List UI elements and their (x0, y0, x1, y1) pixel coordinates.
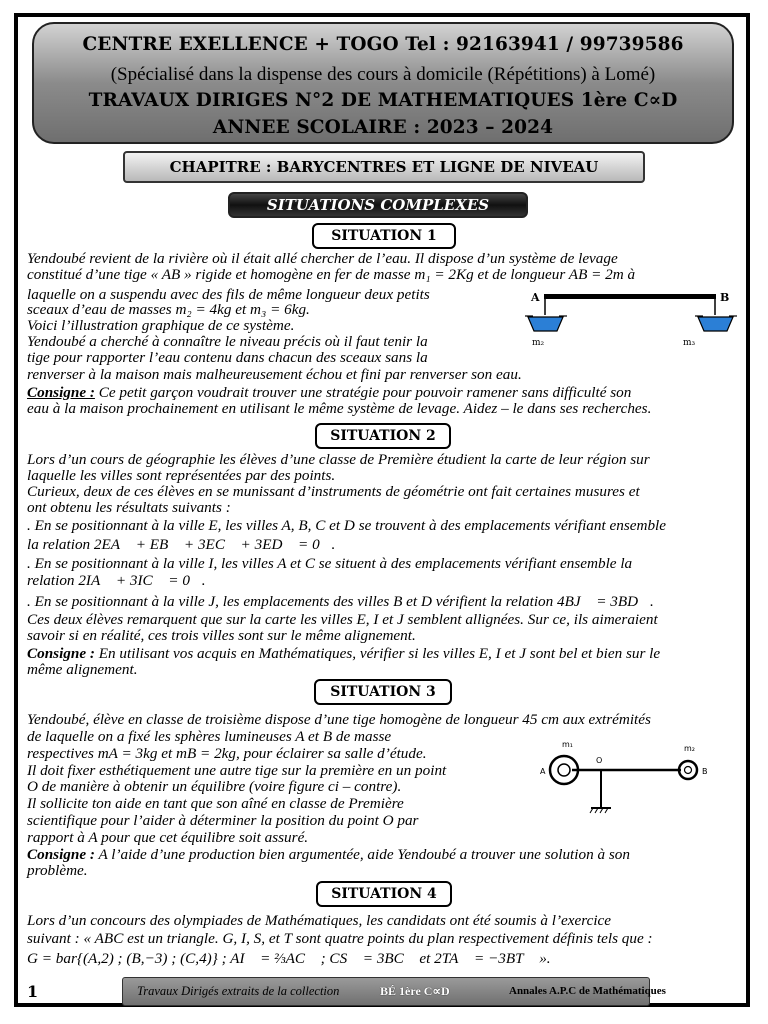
situation-1-line: tige pour rapporter l’eau contenu dans chacun des sceaux sans la (27, 349, 428, 366)
figure-label-m1: m₁ (562, 740, 573, 749)
situation-2-line: . En se positionnant à la ville E, les villes A, B, C et D se trouvent à des emplacements vérifiant ensemble (27, 517, 667, 534)
situation-3-line: rapport à A pour que cet équilibre soit assuré. (27, 829, 309, 846)
footer-annales: Annales A.P.C de Mathématiques (509, 985, 666, 997)
situation-1-line: laquelle on a suspendu avec des fils de même longueur deux petits (27, 286, 430, 303)
situation-3-consigne-cont: problème. (27, 862, 88, 879)
figure-label-a: A (531, 291, 540, 304)
situation-3-consigne (27, 847, 630, 863)
situation-3-line: Il sollicite ton aide en tant que son aîné en classe de Première (27, 795, 404, 812)
footer-banner (122, 977, 666, 1006)
situation-4-title: SITUATION 4 (316, 881, 452, 907)
situation-2-line: . En se positionnant à la ville I, les villes A et C se situent à des emplacements vérifiant ensemble la (27, 555, 633, 572)
situation-4-line: Lors d’un concours des olympiades de Mathématiques, les candidats ont été soumis à l’exercice (27, 912, 612, 929)
header-line-1: CENTRE EXELLENCE + TOGO Tel : 92163941 / 99739586 (82, 34, 684, 55)
situation-2-consigne (27, 646, 660, 662)
left-bucket (528, 317, 563, 331)
consigne-text: En utilisant vos acquis en Mathématiques, vérifier si les villes E, I et J sont bel et bien sur le (94, 645, 661, 662)
situation-1-consigne (27, 385, 631, 401)
situation-2-title: SITUATION 2 (315, 423, 451, 449)
header-box (32, 22, 734, 144)
situation-3-title: SITUATION 3 (314, 679, 452, 705)
chapter-title: CHAPITRE : BARYCENTRES ET LIGNE DE NIVEAU (123, 151, 645, 183)
footer-logo-text: BÉ 1ère C∝D (380, 984, 450, 998)
page-number: 1 (27, 982, 39, 1001)
situations-complexes-label: SITUATIONS COMPLEXES (228, 192, 528, 218)
situation-3-line: Yendoubé, élève en classe de troisième dispose d’une tige homogène de longueur 45 cm aux extrémités (27, 711, 651, 728)
situation-1-line: constitué d’une tige « AB » rigide et homogène en fer de masse m₁ = 2Kg et de longueur AB = 2m à (27, 266, 636, 283)
header-line-2: (Spécialisé dans la dispense des cours à domicile (Répétitions) à Lomé) (110, 64, 656, 85)
consigne-label: Consigne : (27, 846, 95, 863)
spheres-figure (535, 738, 740, 818)
situation-2-line: Ces deux élèves remarquent que sur la carte les villes E, I et J semblent allignées. Sur ce, ils aimeraient (27, 611, 658, 628)
situation-2-line: la relation 2EA⃗ + EB⃗ + 3EC⃗ + 3ED⃗ = 0⃗. (27, 536, 336, 553)
situation-2-line: relation 2IA⃗ + 3IC⃗ = 0⃗. (27, 572, 206, 589)
situation-2-consigne-cont: même alignement. (27, 661, 138, 678)
consigne-label: Consigne : (27, 384, 95, 401)
consigne-text: Ce petit garçon voudrait trouver une stratégie pour pouvoir ramener sans difficulté son (94, 384, 632, 401)
figure-label-m2: m₂ (684, 744, 695, 753)
situation-3-line: de laquelle on a fixé les sphères lumineuses A et B de masse (27, 728, 392, 745)
right-bucket (698, 317, 733, 331)
footer-collection: Travaux Dirigés extraits de la collection (137, 984, 340, 998)
situation-1-line: renverser à la maison mais malheureusement échou et fini par renverser son eau. (27, 366, 522, 383)
figure-label-b: B (720, 291, 730, 304)
figure-label-a: A (540, 767, 546, 776)
situation-4-line: G = bar{(A,2) ; (B,−3) ; (C,4)} ; AI⃗ = ⅔AC⃗ ; CS⃗ = 3BC⃗ et 2TA⃗ = −3BT⃗ ». (27, 950, 551, 967)
situation-1-line: Yendoubé revient de la rivière où il était allé chercher de l’eau. Il dispose d’un système de levage (27, 250, 618, 267)
situation-3-line: Il doit fixer esthétiquement une autre tige sur la première en un point (27, 762, 447, 779)
lever-figure (525, 287, 750, 349)
header-line-4: ANNEE SCOLAIRE : 2023 – 2024 (212, 117, 554, 138)
figure-label-m2: m₂ (532, 338, 545, 348)
situation-1-line: sceaux d’eau de masses m₂ = 4kg et m₃ = 6kg. (27, 301, 310, 318)
situation-1-consigne-cont: eau à la maison prochainement en utilisant le même système de levage. Aidez – le dans ses recherches. (27, 400, 652, 417)
consigne-label: Consigne : (27, 645, 95, 662)
situation-3-line: O de manière à obtenir un équilibre (voire figure ci – contre). (27, 778, 402, 795)
figure-label-b: B (702, 767, 708, 776)
situation-2-line: savoir si en réalité, ces trois villes sont sur le même alignement. (27, 627, 416, 644)
consigne-text: A l’aide d’une production bien argumentée, aide Yendoubé a trouver une solution à son (94, 846, 630, 863)
situation-3-line: respectives mA = 3kg et mB = 2kg, pour éclairer sa salle d’étude. (27, 745, 427, 762)
situation-2-line: . En se positionnant à la ville J, les emplacements des villes B et D vérifient la relation 4BJ⃗ = 3BD⃗. (27, 593, 654, 610)
situation-2-line: Curieux, deux de ces élèves en se munissant d’instruments de géométrie ont fait certaines musures et (27, 483, 640, 500)
situation-2-line: ont obtenu les résultats suivants : (27, 499, 231, 516)
situation-2-line: laquelle les villes sont représentées par des points. (27, 467, 336, 484)
situation-3-line: scientifique pour l’aider à déterminer la position du point O par (27, 812, 419, 829)
situation-1-title: SITUATION 1 (312, 223, 456, 249)
situation-2-line: Lors d’un cours de géographie les élèves d’une classe de Première étudient la carte de leur région sur (27, 451, 650, 468)
situation-1-line: Voici l’illustration graphique de ce système. (27, 317, 295, 334)
header-line-3: TRAVAUX DIRIGES N°2 DE MATHEMATIQUES 1ère C∝D (88, 90, 678, 111)
situation-1-line: Yendoubé a cherché à connaître le niveau précis où il faut tenir la (27, 333, 428, 350)
lever-bar (544, 294, 716, 299)
figure-label-o: O (596, 756, 603, 765)
figure-label-m3: m₃ (683, 338, 696, 348)
situation-4-line: suivant : « ABC est un triangle. G, I, S, et T sont quatre points du plan respectivement définis tels que : (27, 930, 653, 947)
